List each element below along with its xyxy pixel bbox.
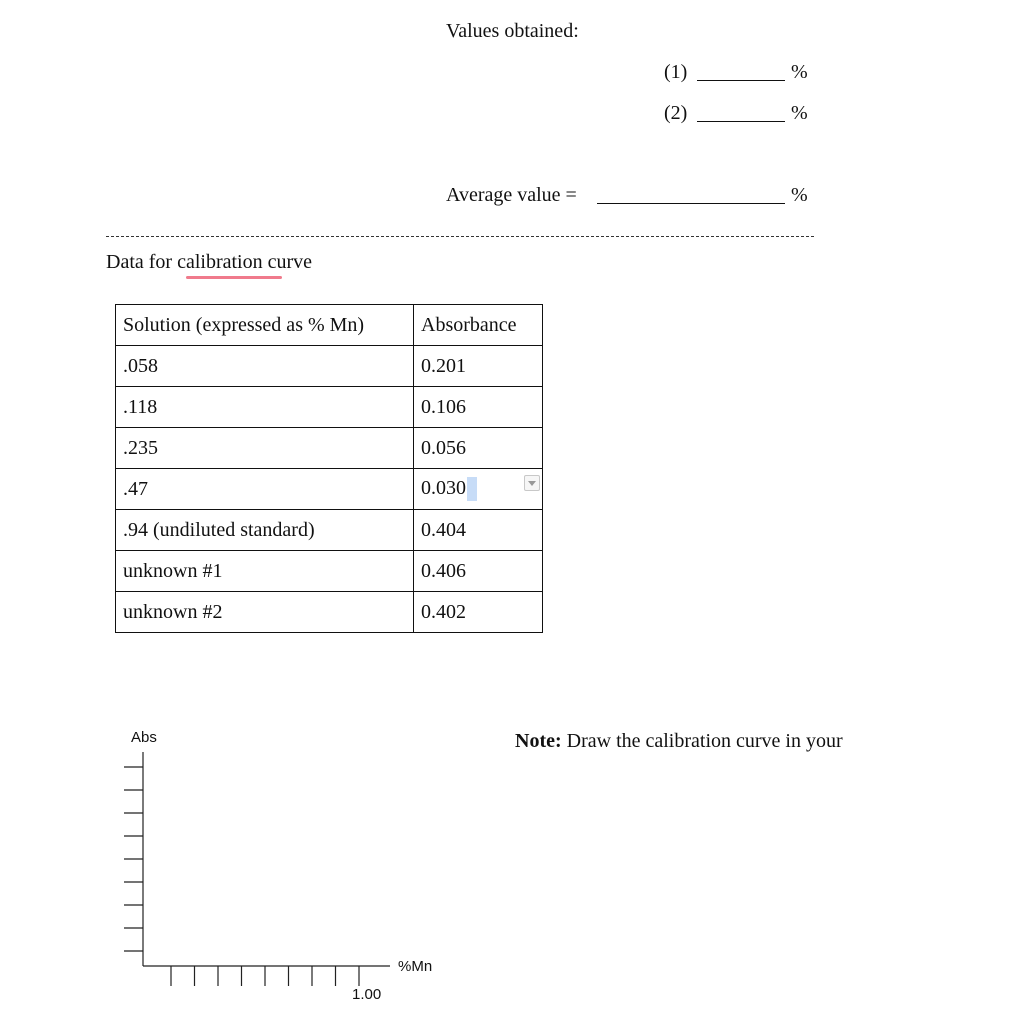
note-bold: Note: [515,730,562,752]
cell-solution[interactable]: .235 [116,428,414,469]
value-2-unit: % [791,102,808,124]
section-title: Data for calibration curve [106,251,313,273]
cell-solution[interactable]: .118 [116,387,414,428]
cell-absorbance[interactable]: 0.106 [414,387,543,428]
cell-absorbance[interactable]: 0.406 [414,551,543,592]
value-1-label: (1) [664,61,688,83]
misspelled-word: calibration [177,251,263,273]
cell-solution[interactable]: .058 [116,346,414,387]
cell-absorbance[interactable]: 0.404 [414,510,543,551]
header-absorbance[interactable]: Absorbance [414,305,543,346]
x-axis-label: %Mn [398,958,433,975]
cell-solution[interactable]: .94 (undiluted standard) [116,510,414,551]
values-heading: Values obtained: [446,20,579,42]
header-solution[interactable]: Solution (expressed as % Mn) [116,305,414,346]
average-unit: % [791,184,808,206]
value-1-unit: % [791,61,808,83]
y-axis-ticks [124,767,143,951]
x-axis-ticks [171,966,359,986]
y-axis-label: Abs [131,729,157,746]
x-tick-label: 1.00 [352,986,382,1003]
cell-absorbance[interactable]: 0.056 [414,428,543,469]
average-label: Average value = [446,184,577,206]
cell-solution[interactable]: unknown #1 [116,551,414,592]
cell-absorbance[interactable]: 0.201 [414,346,543,387]
note-text: Note: Draw the calibration curve in your [515,730,843,752]
value-2-label: (2) [664,102,688,124]
cell-absorbance[interactable]: 0.402 [414,592,543,633]
cell-absorbance-value: 0.030 [421,476,466,499]
cell-solution[interactable]: .47 [116,469,414,510]
cell-solution[interactable]: unknown #2 [116,592,414,633]
